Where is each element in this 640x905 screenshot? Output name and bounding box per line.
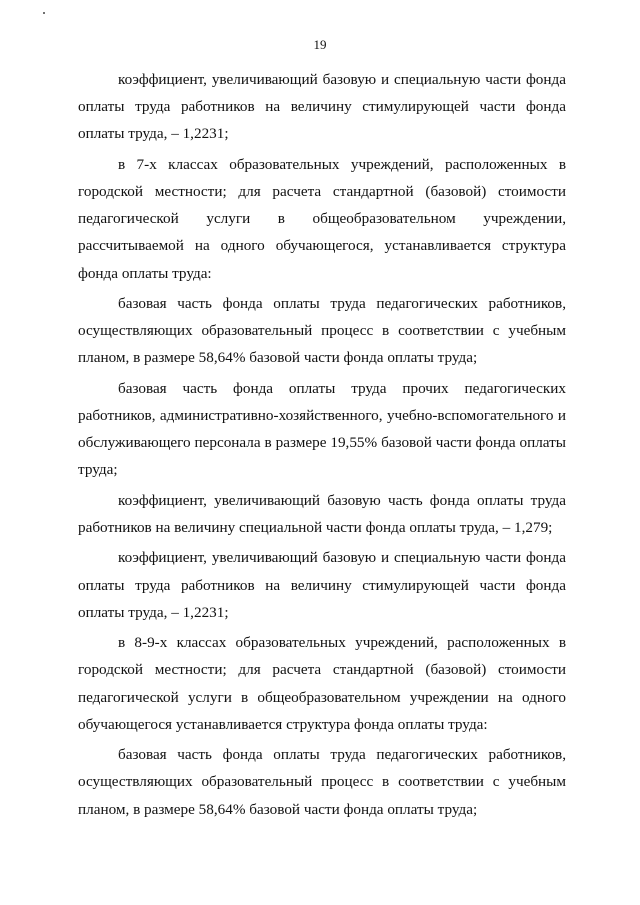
- scan-artifact-dot: [43, 12, 45, 14]
- paragraph: коэффициент, увеличивающий базовую часть фонда оплаты труда работников на величину специальной части фонда оплаты труда, – 1,279;: [78, 491, 566, 536]
- paragraph: базовая часть фонда оплаты труда прочих педагогических работников, административно-хозяйственного, учебно-вспомогательного и обслуживающего персонала в размере 19,55% базовой части фонда оплаты труда;: [78, 379, 566, 479]
- paragraph: коэффициент, увеличивающий базовую и специальную части фонда оплаты труда работников на величину стимулирующей части фонда оплаты труда, – 1,2231;: [78, 71, 566, 143]
- page-number: 19: [313, 37, 327, 52]
- paragraph: в 8-9-х классах образовательных учреждений, расположенных в городской местности; для расчета стандартной (базовой) стоимости педагогической услуги в общеобразовательном учреждении на одного обучающегося устанавливается структура фонда оплаты труда:: [78, 634, 566, 733]
- paragraph: в 7-х классах образовательных учреждений, расположенных в городской местности; для расчета стандартной (базовой) стоимости педагогической услуги в общеобразовательном учреждении, рассчитываемой на одного обучающегося, устанавливается структура фонда оплаты труда:: [78, 155, 566, 282]
- paragraph: базовая часть фонда оплаты труда педагогических работников, осуществляющих образовательный процесс в соответствии с учебным планом, в размере 58,64% базовой части фонда оплаты труда;: [78, 295, 566, 367]
- paragraph: базовая часть фонда оплаты труда педагогических работников, осуществляющих образовательный процесс в соответствии с учебным планом, в размере 58,64% базовой части фонда оплаты труда;: [78, 746, 566, 818]
- document-body: [78, 66, 566, 826]
- paragraph: коэффициент, увеличивающий базовую и специальную части фонда оплаты труда работников на величину стимулирующей части фонда оплаты труда, – 1,2231;: [78, 549, 566, 621]
